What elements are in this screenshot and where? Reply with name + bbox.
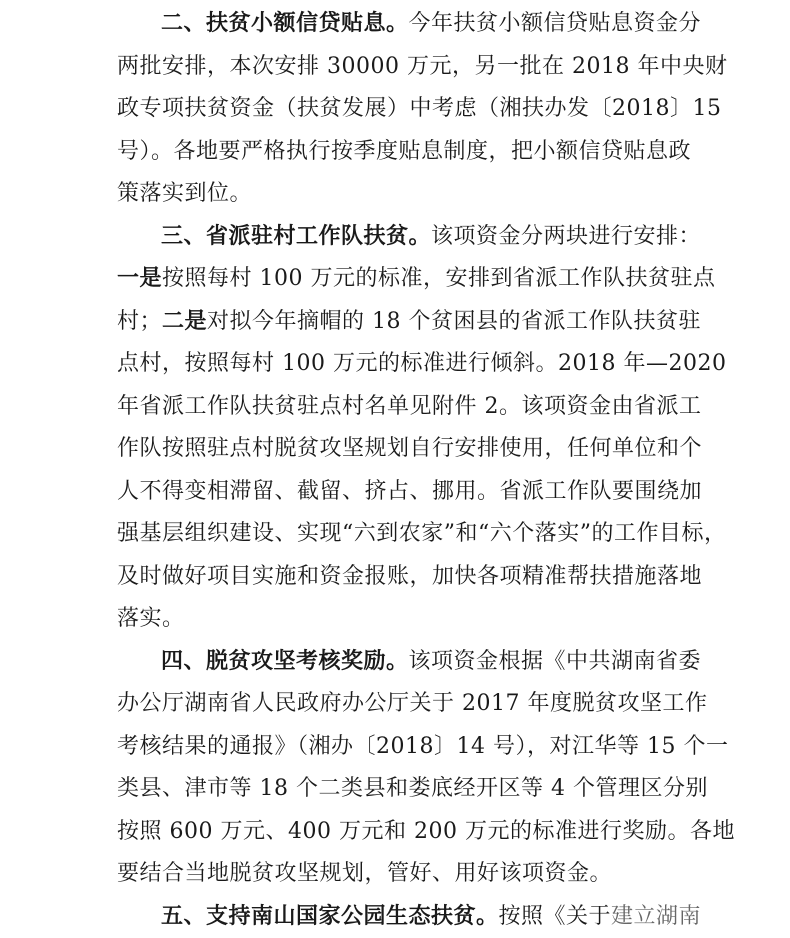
paragraph-4-text: 该项资金根据《中共湖南省委 bbox=[409, 649, 702, 674]
paragraph-4-line-2: 办公厅湖南省人民政府办公厅关于 2017 年度脱贫攻坚工作 bbox=[117, 683, 677, 726]
paragraph-2-line-4: 号）。各地要严格执行按季度贴息制度，把小额信贷贴息政 bbox=[117, 131, 677, 174]
paragraph-5-text: 按照《关于 bbox=[499, 904, 612, 929]
paragraph-3-item-1-text: 按照每村 100 万元的标准，安排到省派工作队扶贫驻点 bbox=[162, 266, 715, 291]
paragraph-4-line-6: 要结合当地脱贫攻坚规划，管好、用好该项资金。 bbox=[117, 853, 677, 896]
paragraph-3-line-1 bbox=[117, 216, 677, 259]
paragraph-4-line-4: 类县、津市等 18 个二类县和娄底经开区等 4 个管理区分别 bbox=[117, 768, 677, 811]
paragraph-2-heading: 二、扶贫小额信贷贴息。 bbox=[161, 11, 409, 36]
paragraph-3-line-2 bbox=[117, 258, 677, 301]
paragraph-3-line-10: 落实。 bbox=[117, 598, 677, 641]
paragraph-3-item-2-text: 对拟今年摘帽的 18 个贫困县的省派工作队扶贫驻 bbox=[207, 309, 701, 334]
paragraph-3-line-8: 强基层组织建设、实现“六到农家”和“六个落实”的工作目标， bbox=[117, 513, 677, 556]
paragraph-2-line-2: 两批安排，本次安排 30000 万元，另一批在 2018 年中央财 bbox=[117, 46, 677, 89]
paragraph-4-line-3: 考核结果的通报》（湘办〔2018〕14 号），对江华等 15 个一 bbox=[117, 726, 677, 769]
paragraph-5-heading: 五、支持南山国家公园生态扶贫。 bbox=[161, 904, 499, 929]
paragraph-2-line-5: 策落实到位。 bbox=[117, 173, 677, 216]
paragraph-5-text-cut: 建立湖南 bbox=[611, 904, 701, 929]
paragraph-3-line-9: 及时做好项目实施和资金报账，加快各项精准帮扶措施落地 bbox=[117, 556, 677, 599]
paragraph-4-line-5: 按照 600 万元、400 万元和 200 万元的标准进行奖励。各地 bbox=[117, 811, 677, 854]
paragraph-5-line-1 bbox=[117, 896, 677, 938]
paragraph-3-item-2-label: 二是 bbox=[162, 309, 207, 334]
paragraph-3-item-1-label: 一是 bbox=[117, 266, 162, 291]
paragraph-3-text: 该项资金分两块进行安排： bbox=[431, 224, 701, 249]
paragraph-4-line-1 bbox=[117, 641, 677, 684]
paragraph-3-line-3 bbox=[117, 301, 677, 344]
paragraph-3-heading: 三、省派驻村工作队扶贫。 bbox=[161, 224, 431, 249]
paragraph-3-line-4: 点村，按照每村 100 万元的标准进行倾斜。2018 年—2020 bbox=[117, 343, 677, 386]
document-body bbox=[117, 3, 677, 938]
paragraph-3-line-6: 作队按照驻点村脱贫攻坚规划自行安排使用，任何单位和个 bbox=[117, 428, 677, 471]
paragraph-3-line-3-start: 村； bbox=[117, 309, 162, 334]
paragraph-2-line-1 bbox=[117, 3, 677, 46]
paragraph-3-line-5: 年省派工作队扶贫驻点村名单见附件 2。该项资金由省派工 bbox=[117, 386, 677, 429]
paragraph-3-line-7: 人不得变相滞留、截留、挤占、挪用。省派工作队要围绕加 bbox=[117, 471, 677, 514]
paragraph-2-text: 今年扶贫小额信贷贴息资金分 bbox=[409, 11, 702, 36]
paragraph-4-heading: 四、脱贫攻坚考核奖励。 bbox=[161, 649, 409, 674]
paragraph-2-line-3: 政专项扶贫资金（扶贫发展）中考虑（湘扶办发〔2018〕15 bbox=[117, 88, 677, 131]
